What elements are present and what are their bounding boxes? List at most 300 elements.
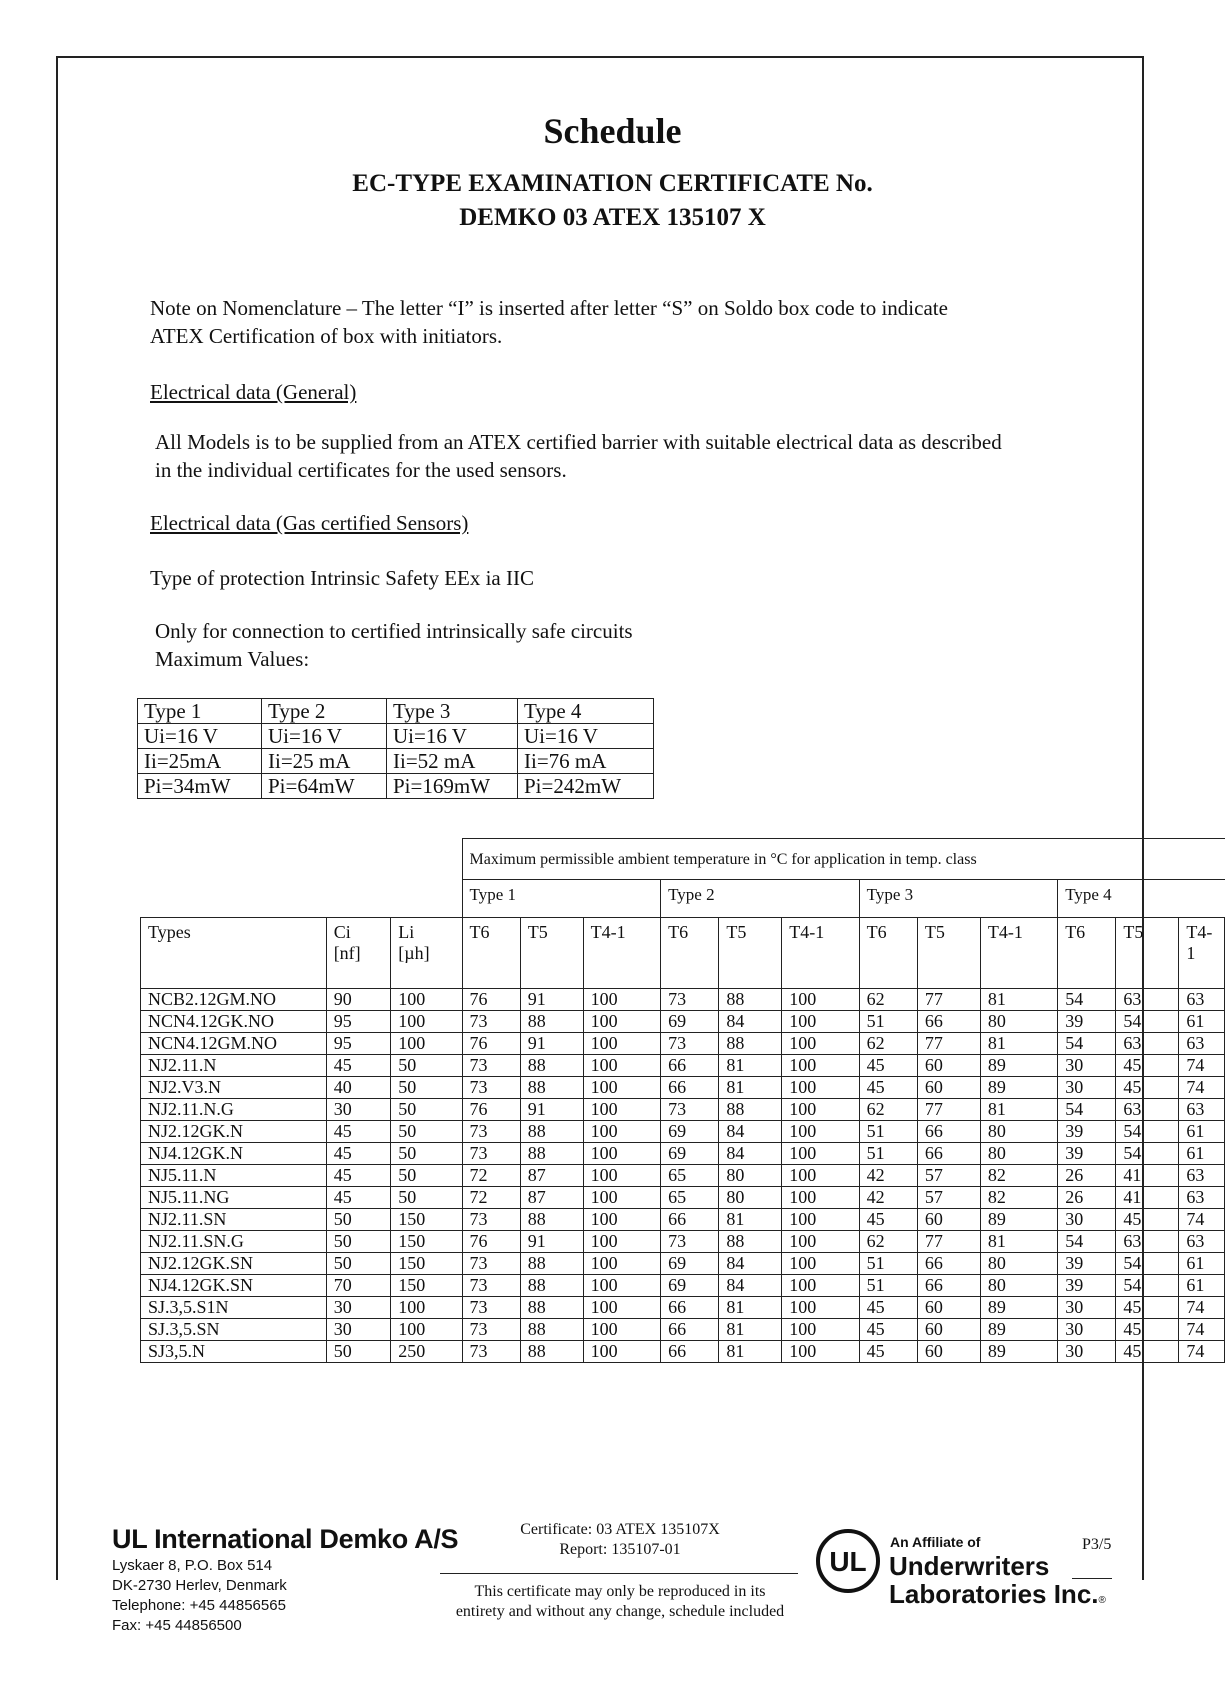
type-group-header: Type 3 [859,880,1058,918]
company-address: Lyskaer 8, P.O. Box 514 DK-2730 Herlev, Denmark Telephone: +45 44856565 Fax: +45 44856500 [112,1557,287,1634]
table-cell: 61 [1179,1275,1225,1297]
table-cell: 100 [391,989,462,1011]
type-table-row [138,699,654,724]
divider [1072,1578,1112,1579]
temperature-caption: Maximum permissible ambient temperature in °C for application in temp. class [462,839,1224,880]
table-cell: 51 [859,1143,917,1165]
table-cell: 50 [326,1231,391,1253]
table-cell: 74 [1179,1077,1225,1099]
table-cell: 100 [391,1297,462,1319]
table-cell: 39 [1058,1143,1116,1165]
table-cell: 81 [980,1099,1057,1121]
column-header: Li [µh] [391,918,462,989]
table-cell: 81 [719,1209,782,1231]
table-row [141,1143,1225,1165]
table-cell: 54 [1116,1011,1179,1033]
table-cell: 45 [1116,1077,1179,1099]
table-cell: 45 [1116,1319,1179,1341]
table-cell: 100 [583,1165,660,1187]
table-cell: 60 [917,1055,980,1077]
table-cell: 88 [520,1055,583,1077]
table-cell: 66 [661,1297,719,1319]
table-cell: 100 [782,1011,859,1033]
sensor-type-cell: SJ.3,5.SN [141,1319,327,1341]
ul-logo-icon [815,1528,881,1594]
table-cell: 80 [980,1011,1057,1033]
table-row [141,1275,1225,1297]
column-header: T5 [719,918,782,989]
table-cell: 45 [1116,1209,1179,1231]
table-cell: 88 [520,1319,583,1341]
type-table-row [138,724,654,749]
column-header: T6 [1058,918,1116,989]
table-cell: 69 [661,1275,719,1297]
table-cell: 30 [326,1319,391,1341]
table-cell: 100 [782,1099,859,1121]
table-cell: 30 [1058,1319,1116,1341]
table-cell: 89 [980,1055,1057,1077]
table-cell: 50 [326,1341,391,1363]
type-table-cell: Pi=64mW [262,774,387,799]
table-cell: 63 [1179,1033,1225,1055]
table-cell: 45 [1116,1297,1179,1319]
table-cell: 73 [661,1099,719,1121]
table-cell: 51 [859,1275,917,1297]
table-cell: 91 [520,989,583,1011]
sensor-type-cell: NJ2.12GK.N [141,1121,327,1143]
table-cell: 63 [1179,1187,1225,1209]
table-cell: 66 [917,1275,980,1297]
table-row [141,1121,1225,1143]
sensor-type-cell: SJ3,5.N [141,1341,327,1363]
table-cell: 63 [1116,1231,1179,1253]
table-row [141,1033,1225,1055]
table-cell: 73 [661,1231,719,1253]
column-header: T5 [1116,918,1179,989]
table-cell: 100 [583,1121,660,1143]
table-cell: 63 [1179,1231,1225,1253]
table-cell: 66 [661,1055,719,1077]
table-cell: 100 [583,1209,660,1231]
table-cell: 91 [520,1033,583,1055]
table-cell: 61 [1179,1011,1225,1033]
type-table-cell: Ii=25mA [138,749,262,774]
table-cell: 63 [1179,1165,1225,1187]
table-cell: 81 [719,1297,782,1319]
table-cell: 80 [980,1143,1057,1165]
nomenclature-note: Note on Nomenclature – The letter “I” is inserted after letter “S” on Soldo box code to indicate ATEX Certification of box with initiators. [150,296,948,348]
table-cell: 74 [1179,1297,1225,1319]
table-cell: 73 [462,1319,520,1341]
table-cell: 88 [719,1099,782,1121]
table-cell: 100 [782,1033,859,1055]
table-cell: 88 [719,1033,782,1055]
table-cell: 57 [917,1187,980,1209]
type-values-table [137,698,654,799]
table-cell: 50 [326,1209,391,1231]
certificate-title: EC-TYPE EXAMINATION CERTIFICATE No. [352,170,873,197]
sensor-type-cell: NCN4.12GK.NO [141,1011,327,1033]
table-cell: 150 [391,1253,462,1275]
table-cell: 100 [782,1297,859,1319]
column-header: T6 [859,918,917,989]
type-group-header: Type 4 [1058,880,1225,918]
sensor-type-cell: NCN4.12GM.NO [141,1033,327,1055]
table-cell: 82 [980,1187,1057,1209]
table-row [141,1319,1225,1341]
table-cell: 66 [661,1341,719,1363]
table-cell: 150 [391,1209,462,1231]
table-cell: 61 [1179,1121,1225,1143]
table-cell: 39 [1058,1253,1116,1275]
table-cell: 45 [859,1319,917,1341]
sensor-type-cell: NJ2.12GK.SN [141,1253,327,1275]
table-cell: 81 [980,1231,1057,1253]
table-cell: 150 [391,1275,462,1297]
table-cell: 88 [520,1341,583,1363]
column-header: T6 [462,918,520,989]
table-cell: 73 [462,1143,520,1165]
type-table-cell: Type 1 [138,699,262,724]
type-table-cell: Ui=16 V [518,724,654,749]
table-cell: 88 [719,989,782,1011]
table-cell: 100 [782,1253,859,1275]
table-cell: 84 [719,1121,782,1143]
table-cell: 76 [462,1033,520,1055]
table-cell: 150 [391,1231,462,1253]
table-cell: 65 [661,1165,719,1187]
table-cell: 89 [980,1341,1057,1363]
table-cell: 69 [661,1011,719,1033]
blank-cell [141,880,463,918]
table-cell: 95 [326,1033,391,1055]
table-cell: 84 [719,1275,782,1297]
table-cell: 66 [917,1253,980,1275]
column-header: T6 [661,918,719,989]
table-cell: 100 [583,1033,660,1055]
reproduction-note: This certificate may only be reproduced in its entirety and without any change, schedule included [455,1583,785,1620]
table-cell: 30 [1058,1297,1116,1319]
table-cell: 100 [782,1319,859,1341]
column-header: Ci [nf] [326,918,391,989]
table-cell: 60 [917,1297,980,1319]
table-cell: 89 [980,1077,1057,1099]
table-row [141,1231,1225,1253]
table-cell: 69 [661,1121,719,1143]
table-cell: 65 [661,1187,719,1209]
table-cell: 69 [661,1253,719,1275]
table-cell: 76 [462,1099,520,1121]
column-header: T5 [520,918,583,989]
table-row [141,1165,1225,1187]
type-table-cell: Ui=16 V [262,724,387,749]
connection-text: Only for connection to certified intrinsically safe circuits Maximum Values: [155,619,633,671]
type-table-cell: Pi=169mW [387,774,518,799]
table-cell: 88 [520,1297,583,1319]
table-cell: 63 [1179,989,1225,1011]
certificate-info: Certificate: 03 ATEX 135107X Report: 135107-01 [520,1521,720,1558]
table-cell: 62 [859,989,917,1011]
table-cell: 100 [782,1055,859,1077]
table-cell: 66 [661,1077,719,1099]
table-cell: 88 [719,1231,782,1253]
type-group-header: Type 2 [661,880,860,918]
page-number: P3/5 [1082,1536,1112,1553]
table-cell: 100 [583,1275,660,1297]
table-cell: 100 [782,1187,859,1209]
sensor-type-cell: NJ4.12GK.SN [141,1275,327,1297]
table-cell: 62 [859,1099,917,1121]
type-table-row [138,749,654,774]
certificate-number: DEMKO 03 ATEX 135107 X [459,204,766,231]
table-cell: 66 [917,1121,980,1143]
table-cell: 89 [980,1297,1057,1319]
table-cell: 80 [980,1253,1057,1275]
table-cell: 100 [782,989,859,1011]
table-cell: 63 [1116,1033,1179,1055]
type-table-cell: Ii=52 mA [387,749,518,774]
table-cell: 50 [326,1253,391,1275]
table-cell: 45 [859,1209,917,1231]
table-cell: 81 [719,1077,782,1099]
table-cell: 50 [391,1077,462,1099]
table-cell: 100 [782,1143,859,1165]
table-cell: 61 [1179,1143,1225,1165]
table-cell: 45 [1116,1055,1179,1077]
table-cell: 62 [859,1033,917,1055]
table-cell: 100 [782,1275,859,1297]
table-cell: 73 [462,1297,520,1319]
table-cell: 88 [520,1143,583,1165]
table-cell: 50 [391,1121,462,1143]
table-cell: 30 [1058,1209,1116,1231]
table-cell: 100 [583,1319,660,1341]
sensor-type-cell: NCB2.12GM.NO [141,989,327,1011]
table-cell: 81 [719,1319,782,1341]
table-cell: 54 [1116,1121,1179,1143]
table-cell: 45 [859,1055,917,1077]
table-cell: 80 [719,1187,782,1209]
table-cell: 30 [326,1099,391,1121]
table-cell: 100 [583,989,660,1011]
type-table-cell: Type 3 [387,699,518,724]
table-cell: 100 [583,1077,660,1099]
table-cell: 100 [583,1055,660,1077]
table-cell: 100 [391,1033,462,1055]
sensor-type-cell: NJ5.11.N [141,1165,327,1187]
table-cell: 54 [1058,1033,1116,1055]
table-cell: 73 [661,1033,719,1055]
table-cell: 81 [980,1033,1057,1055]
table-cell: 89 [980,1319,1057,1341]
table-cell: 88 [520,1275,583,1297]
table-cell: 45 [859,1341,917,1363]
table-cell: 70 [326,1275,391,1297]
table-cell: 84 [719,1253,782,1275]
table-cell: 80 [980,1121,1057,1143]
table-cell: 91 [520,1231,583,1253]
type-table-cell: Ii=76 mA [518,749,654,774]
table-cell: 100 [391,1319,462,1341]
type-table-cell: Pi=34mW [138,774,262,799]
table-cell: 66 [917,1011,980,1033]
table-cell: 57 [917,1165,980,1187]
table-cell: 100 [782,1341,859,1363]
table-cell: 41 [1116,1165,1179,1187]
company-name: UL International Demko A/S [112,1524,459,1554]
sensor-type-cell: NJ5.11.NG [141,1187,327,1209]
table-cell: 45 [326,1055,391,1077]
table-cell: 100 [583,1341,660,1363]
table-cell: 100 [782,1165,859,1187]
table-cell: 63 [1116,989,1179,1011]
divider [440,1573,798,1574]
sensor-type-cell: NJ2.11.SN.G [141,1231,327,1253]
type-table-cell: Type 2 [262,699,387,724]
table-cell: 84 [719,1011,782,1033]
table-row [141,1253,1225,1275]
gas-heading: Electrical data (Gas certified Sensors) [150,511,469,535]
sensor-type-cell: NJ2.11.N [141,1055,327,1077]
table-cell: 100 [782,1231,859,1253]
table-cell: 66 [661,1209,719,1231]
table-cell: 81 [719,1341,782,1363]
temperature-table [140,838,1225,1363]
table-cell: 73 [462,1253,520,1275]
table-cell: 100 [583,1187,660,1209]
table-cell: 100 [782,1077,859,1099]
table-row [141,1055,1225,1077]
table-cell: 30 [1058,1077,1116,1099]
ul-name: Underwriters Laboratories Inc.® [889,1551,1106,1609]
table-cell: 62 [859,1231,917,1253]
table-cell: 77 [917,1231,980,1253]
blank-cell [141,839,463,880]
table-cell: 51 [859,1011,917,1033]
table-cell: 30 [1058,1055,1116,1077]
table-cell: 63 [1116,1099,1179,1121]
type-table-cell: Ii=25 mA [262,749,387,774]
table-cell: 54 [1116,1253,1179,1275]
table-cell: 60 [917,1319,980,1341]
table-cell: 80 [980,1275,1057,1297]
table-cell: 77 [917,1033,980,1055]
column-header: T4-1 [980,918,1057,989]
table-cell: 100 [583,1143,660,1165]
table-cell: 39 [1058,1121,1116,1143]
table-row [141,1099,1225,1121]
table-cell: 45 [326,1165,391,1187]
column-header: T4-1 [782,918,859,989]
table-cell: 30 [326,1297,391,1319]
table-cell: 74 [1179,1319,1225,1341]
table-cell: 88 [520,1121,583,1143]
sensor-type-cell: NJ2.V3.N [141,1077,327,1099]
svg-text:UL: UL [829,1546,867,1577]
table-cell: 73 [462,1011,520,1033]
type-table-cell: Type 4 [518,699,654,724]
table-row [141,1077,1225,1099]
table-cell: 100 [391,1011,462,1033]
affiliate-label: An Affiliate of [890,1534,981,1550]
table-cell: 76 [462,1231,520,1253]
table-cell: 100 [583,1011,660,1033]
table-row [141,1341,1225,1363]
general-heading: Electrical data (General) [150,380,357,404]
table-cell: 88 [520,1011,583,1033]
column-header: T4-1 [583,918,660,989]
table-cell: 60 [917,1077,980,1099]
table-cell: 73 [661,989,719,1011]
table-cell: 54 [1058,1231,1116,1253]
column-header: T4-1 [1179,918,1225,989]
column-header: Types [141,918,327,989]
table-cell: 73 [462,1077,520,1099]
table-cell: 66 [917,1143,980,1165]
table-cell: 50 [391,1165,462,1187]
table-cell: 42 [859,1187,917,1209]
protection-text: Type of protection Intrinsic Safety EEx ia IIC [150,566,534,590]
sensor-type-cell: NJ4.12GK.N [141,1143,327,1165]
table-cell: 42 [859,1165,917,1187]
table-cell: 100 [583,1231,660,1253]
table-cell: 250 [391,1341,462,1363]
table-cell: 88 [520,1209,583,1231]
table-cell: 61 [1179,1253,1225,1275]
table-cell: 74 [1179,1341,1225,1363]
table-cell: 51 [859,1121,917,1143]
sensor-type-cell: NJ2.11.N.G [141,1099,327,1121]
table-cell: 45 [326,1143,391,1165]
table-cell: 81 [980,989,1057,1011]
table-cell: 73 [462,1275,520,1297]
table-cell: 45 [859,1297,917,1319]
table-row [141,1209,1225,1231]
table-cell: 66 [661,1319,719,1341]
table-cell: 45 [326,1187,391,1209]
table-cell: 60 [917,1209,980,1231]
table-cell: 100 [782,1121,859,1143]
table-cell: 39 [1058,1011,1116,1033]
table-cell: 50 [391,1055,462,1077]
page-title: Schedule [543,111,682,151]
table-cell: 41 [1116,1187,1179,1209]
table-cell: 50 [391,1143,462,1165]
table-cell: 90 [326,989,391,1011]
table-row [141,1187,1225,1209]
table-row [141,1011,1225,1033]
table-cell: 40 [326,1077,391,1099]
type-table-cell: Pi=242mW [518,774,654,799]
table-cell: 54 [1116,1275,1179,1297]
table-cell: 76 [462,989,520,1011]
table-cell: 50 [391,1099,462,1121]
table-cell: 89 [980,1209,1057,1231]
column-header: T5 [917,918,980,989]
type-table-cell: Ui=16 V [138,724,262,749]
table-cell: 54 [1058,1099,1116,1121]
table-cell: 73 [462,1209,520,1231]
table-cell: 54 [1116,1143,1179,1165]
table-cell: 91 [520,1099,583,1121]
table-row [141,989,1225,1011]
table-cell: 82 [980,1165,1057,1187]
table-cell: 87 [520,1165,583,1187]
type-table-cell: Ui=16 V [387,724,518,749]
table-cell: 30 [1058,1341,1116,1363]
table-cell: 77 [917,1099,980,1121]
type-table-row [138,774,654,799]
